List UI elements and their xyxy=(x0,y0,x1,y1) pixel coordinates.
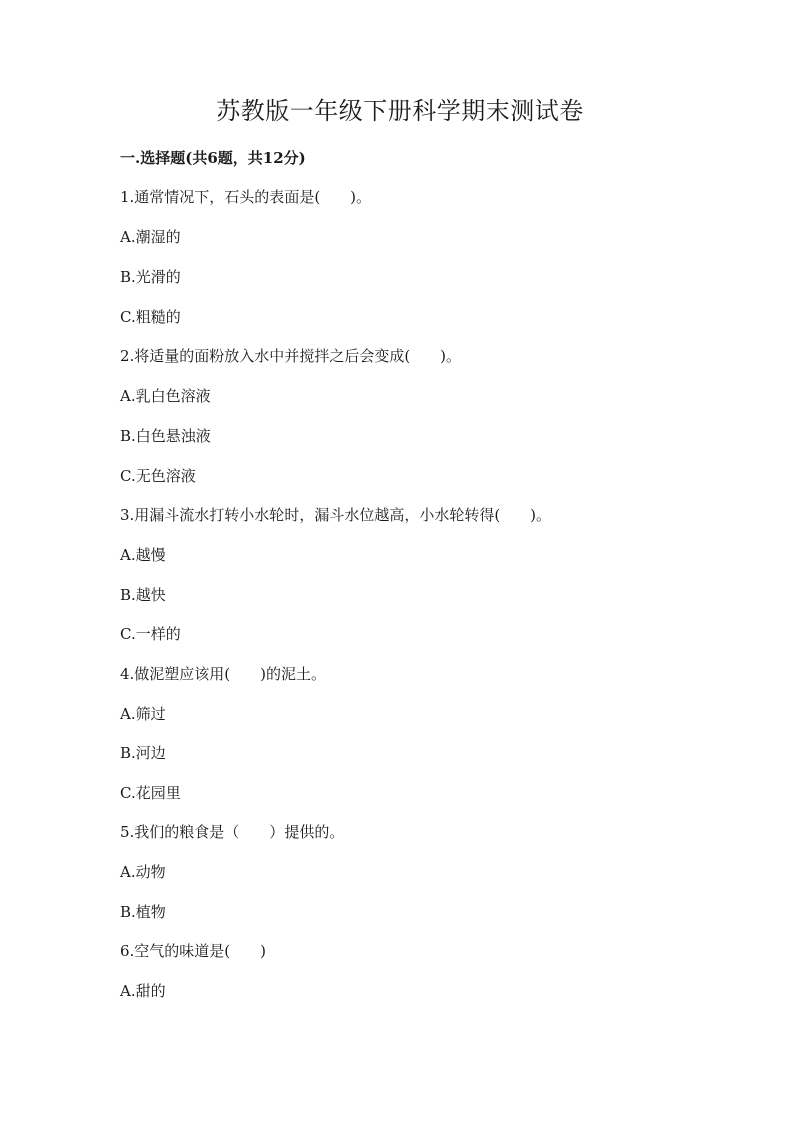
question-5-option-a: A.动物 xyxy=(120,863,166,881)
question-3-option-b: B.越快 xyxy=(120,586,166,604)
question-4-stem: 4.做泥塑应该用( )的泥土。 xyxy=(120,665,327,683)
question-2-stem: 2.将适量的面粉放入水中并搅拌之后会变成( )。 xyxy=(120,347,462,365)
question-1-option-a: A.潮湿的 xyxy=(120,228,181,246)
question-1-stem: 1.通常情况下，石头的表面是( )。 xyxy=(120,188,372,206)
question-4-option-a: A.筛过 xyxy=(120,705,166,723)
question-2-option-c: C.无色溶液 xyxy=(120,467,196,485)
question-3-option-c: C.一样的 xyxy=(120,625,181,643)
question-6-stem: 6.空气的味道是( ) xyxy=(120,942,267,960)
question-5-stem: 5.我们的粮食是（ ）提供的。 xyxy=(120,823,345,841)
question-1-option-c: C.粗糙的 xyxy=(120,308,181,326)
section-heading: 一.选择题(共6题，共12分) xyxy=(120,149,306,167)
question-1-option-b: B.光滑的 xyxy=(120,268,181,286)
question-4-option-c: C.花园里 xyxy=(120,784,181,802)
question-6-option-a: A.甜的 xyxy=(120,982,166,1000)
question-3-option-a: A.越慢 xyxy=(120,546,166,564)
question-2-option-b: B.白色悬浊液 xyxy=(120,427,211,445)
question-2-option-a: A.乳白色溶液 xyxy=(120,387,211,405)
question-4-option-b: B.河边 xyxy=(120,744,166,762)
document-title: 苏教版一年级下册科学期末测试卷 xyxy=(216,97,584,125)
question-5-option-b: B.植物 xyxy=(120,903,166,921)
question-3-stem: 3.用漏斗流水打转小水轮时，漏斗水位越高，小水轮转得( )。 xyxy=(120,506,552,524)
